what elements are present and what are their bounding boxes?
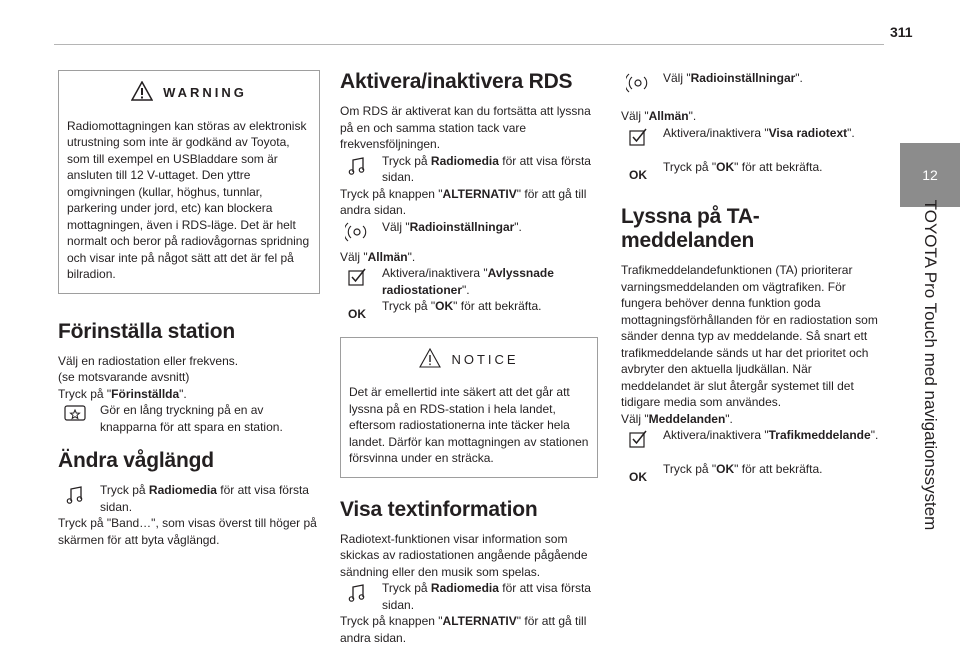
ta-title: Lyssna på TA-meddelanden [621,205,760,252]
preset-line3: Tryck på "Förinställda". [58,386,187,401]
ok-icon: OK [348,307,366,321]
rds-step1: Tryck på Radiomedia för att visa första sidan. [340,153,598,186]
ta-step1: Aktivera/inaktivera "Trafikmeddelande". [621,427,883,449]
band-step-text: Tryck på Radiomedia för att visa första sidan. [100,483,309,514]
rds-step5: Aktivera/inaktivera "Avlyssnade radiostationer". [340,265,598,298]
checkbox-icon [621,125,655,147]
preset-step-text: Gör en lång tryckning på en av knapparna för att spara en station. [100,403,283,434]
text-info-intro: Radiotext-funktionen visar information som skickas av radiostationen angående pågående sändning eller den musik som spelas. [340,531,588,579]
chapter-tab[interactable]: 12 [900,143,960,207]
preset-line1: Välj en radiostation eller frekvens. [58,353,239,368]
page-number: 311 [890,24,913,40]
radio-settings-icon [621,70,655,94]
col3-step3: Aktivera/inaktivera "Visa radiotext". [621,125,883,147]
text-info-title: Visa textinformation [340,497,538,521]
col3-line2: Välj "Allmän". [621,109,697,123]
star-icon [58,402,92,426]
notice-heading: NOTICE [451,351,519,367]
column-right [621,70,883,486]
band-step [58,482,320,515]
rds-line2: Tryck på knappen "ALTERNATIV" för att gå till andra sidan. [340,186,587,217]
rds-intro: Om RDS är aktiverat kan du fortsätta att lyssna på en och samma station tack vare frekvensföljningen. [340,104,591,151]
notice-text: Det är emellertid inte säkert att det går att lyssna på en RDS-station i hela landet, eftersom radiostationerna inte täcker hela landet. Därför kan mottagningen av stationen försvinna under en sträcka. [349,385,589,465]
side-title: TOYOTA Pro Touch med navigationssystem [921,199,940,531]
rds-step3: Välj "Radioinställningar". [340,219,598,243]
music-note-icon [340,153,374,177]
warning-text: Radiomottagningen kan störas av elektronisk utrustning som inte är godkänd av Toyota, som till exempel en USBladdare som är ansluten till 12 V-uttaget. Den yttre omgivningen (kullar, höghus, tunnlar, parkering under jord, etc) kan blockera mottagningen, även i RDS-läge. Det är helt normalt och beror på radiovågornas spridning och visar inte på något sätt att det är fel på bilradion. [67,118,310,281]
band-title: Ändra våglängd [58,449,214,472]
preset-step [58,402,320,435]
notice-triangle-icon [419,348,441,373]
col3-step4: OK Tryck på "OK" för att bekräfta. [621,159,883,184]
radio-settings-icon [340,219,374,243]
col3-step1: Välj "Radioinställningar". [621,70,883,94]
warning-box [58,70,320,294]
rds-step6: OK Tryck på "OK" för att bekräfta. [340,298,598,323]
band-line: Tryck på "Band…", som visas överst till höger på skärmen för att byta våglängd. [58,516,317,547]
preset-title: Förinställa station [58,319,236,343]
column-left [58,70,320,548]
rds-line4: Välj "Allmän". [340,249,416,264]
warning-heading: WARNING [163,85,247,100]
ok-icon: OK [629,167,647,182]
ta-step2: OK Tryck på "OK" för att bekräfta. [621,461,883,486]
rds-title: Aktivera/inaktivera RDS [340,70,573,93]
ok-icon: OK [629,470,647,484]
checkbox-icon [340,265,374,287]
ta-intro: Trafikmeddelandefunktionen (TA) prioriterar varningsmeddelanden om vägtrafiken. För fungera behöver denna funktion goda mottagningsförhållanden för en radiostation som sänder denna typ av meddelande. Så snart ett trafikmeddelande sänds ut har det prioritet och avbryter den aktuella ljudkällan. När meddelandet är slut återgår systemet till det tidigare media som användes. [621,263,878,409]
header-divider [54,44,884,45]
warning-triangle-icon [131,81,153,106]
music-note-icon [340,580,374,604]
notice-box [340,337,598,478]
ta-line: Välj "Meddelanden". [621,411,733,426]
preset-line2: (se motsvarande avsnitt) [58,370,190,384]
music-note-icon [58,482,92,506]
text-info-line2: Tryck på knappen "ALTERNATIV" för att gå till andra sidan. [340,614,587,645]
checkbox-icon [621,427,655,449]
column-middle [340,70,598,646]
text-info-step1: Tryck på Radiomedia för att visa första sidan. [340,580,598,613]
